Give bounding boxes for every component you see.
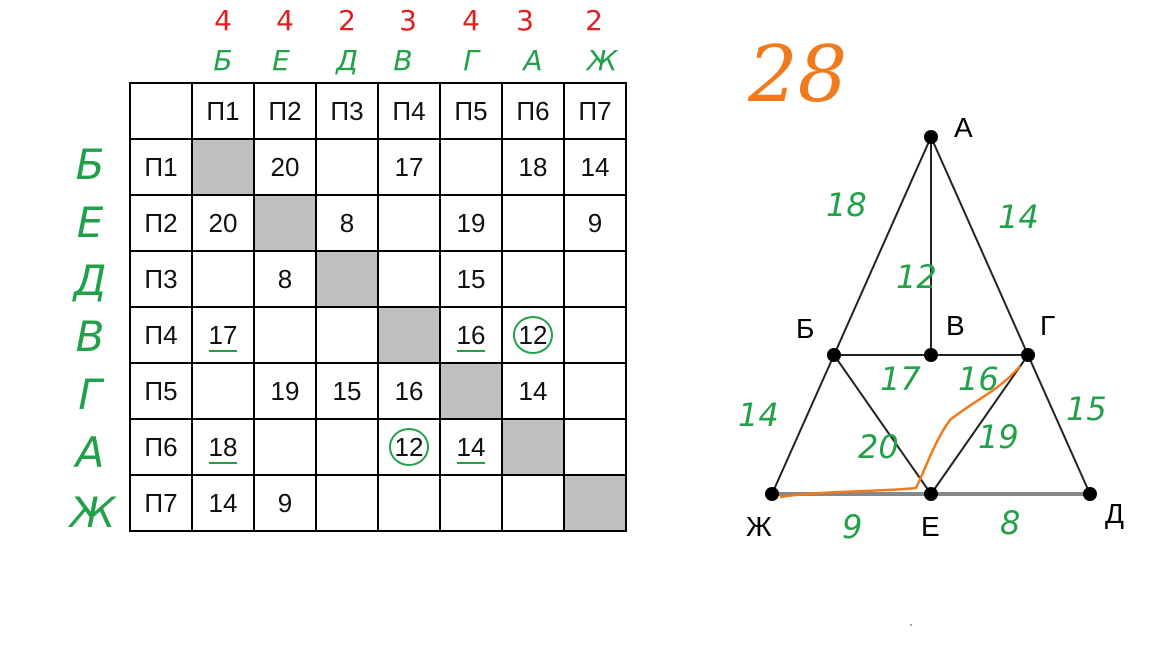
count-col-6: 3 bbox=[516, 4, 534, 37]
weight-g-d: 15 bbox=[1066, 390, 1107, 428]
table-cell: 20 bbox=[192, 195, 254, 251]
circled-value: 12 bbox=[389, 428, 430, 466]
node-g bbox=[1021, 348, 1035, 362]
row-header: П4 bbox=[130, 307, 192, 363]
weight-a-b: 18 bbox=[826, 186, 867, 224]
vertex-label-e: Е bbox=[921, 511, 940, 542]
vertex-label-b: Б bbox=[796, 313, 815, 344]
circled-value: 12 bbox=[513, 316, 554, 354]
col-header: П7 bbox=[564, 83, 626, 139]
vertex-label-d: Д bbox=[1105, 498, 1124, 529]
table-cell: 9 bbox=[564, 195, 626, 251]
weight-zh-e: 9 bbox=[842, 508, 863, 546]
vertex-label-g: Г bbox=[1040, 310, 1056, 341]
weight-g-e: 19 bbox=[978, 418, 1019, 456]
letter-col-7: Ж bbox=[587, 44, 618, 77]
side-letter-row-6: А bbox=[75, 428, 105, 477]
row-header: П5 bbox=[130, 363, 192, 419]
table-cell: 15 bbox=[440, 251, 502, 307]
side-letter-row-7: Ж bbox=[70, 488, 116, 537]
side-letter-row-3: Д bbox=[73, 256, 107, 305]
side-letter-row-1: Б bbox=[75, 140, 105, 189]
table-cell: 14 bbox=[502, 363, 564, 419]
row-header: П3 bbox=[130, 251, 192, 307]
weight-v-g: 16 bbox=[958, 360, 999, 398]
col-header: П1 bbox=[192, 83, 254, 139]
count-col-7: 2 bbox=[585, 4, 603, 37]
underlined-value: 16 bbox=[456, 319, 486, 350]
col-header: П4 bbox=[378, 83, 440, 139]
table-cell: 9 bbox=[254, 475, 316, 531]
row-header: П6 bbox=[130, 419, 192, 475]
letter-col-4: В bbox=[393, 44, 413, 77]
stray-dot bbox=[910, 624, 912, 626]
node-b bbox=[827, 348, 841, 362]
table-cell: 17 bbox=[378, 139, 440, 195]
underlined-value: 14 bbox=[456, 431, 486, 462]
answer-annotation: 28 bbox=[748, 30, 848, 120]
table-cell: 14 bbox=[192, 475, 254, 531]
node-zh bbox=[765, 487, 779, 501]
weight-b-e: 20 bbox=[858, 428, 899, 466]
table-cell: 8 bbox=[254, 251, 316, 307]
table-cell: 15 bbox=[316, 363, 378, 419]
col-header: П6 bbox=[502, 83, 564, 139]
count-col-2: 4 bbox=[276, 4, 294, 37]
table-cell: 19 bbox=[254, 363, 316, 419]
edge-a-b bbox=[834, 137, 931, 355]
table-cell: 8 bbox=[316, 195, 378, 251]
count-col-4: 3 bbox=[399, 4, 417, 37]
count-col-5: 4 bbox=[462, 4, 480, 37]
node-d bbox=[1083, 487, 1097, 501]
underlined-value: 17 bbox=[208, 319, 238, 350]
vertex-label-zh: Ж bbox=[746, 511, 772, 542]
table-cell: 14 bbox=[564, 139, 626, 195]
weight-b-zh: 14 bbox=[738, 396, 779, 434]
side-letter-row-5: Г bbox=[78, 370, 102, 419]
row-header: П1 bbox=[130, 139, 192, 195]
letter-col-6: А bbox=[523, 44, 543, 77]
col-header: П3 bbox=[316, 83, 378, 139]
table-cell: 20 bbox=[254, 139, 316, 195]
weight-b-v: 17 bbox=[880, 360, 921, 398]
node-a bbox=[924, 130, 938, 144]
underlined-value: 18 bbox=[208, 431, 238, 462]
row-header: П2 bbox=[130, 195, 192, 251]
edge-b-zh bbox=[772, 355, 834, 494]
weight-e-d: 8 bbox=[1000, 504, 1021, 542]
letter-col-3: Д bbox=[336, 44, 358, 77]
vertex-label-v: В bbox=[946, 310, 965, 341]
table-cell: 19 bbox=[440, 195, 502, 251]
weight-a-g: 14 bbox=[998, 198, 1039, 236]
letter-col-2: Е bbox=[272, 44, 290, 77]
col-header: П5 bbox=[440, 83, 502, 139]
vertex-label-a: А bbox=[954, 112, 973, 143]
letter-col-5: Г bbox=[463, 44, 479, 77]
side-letter-row-4: В bbox=[75, 312, 105, 361]
letter-col-1: Б bbox=[213, 44, 233, 77]
count-col-1: 4 bbox=[214, 4, 232, 37]
table-cell: 18 bbox=[502, 139, 564, 195]
table-cell: 16 bbox=[378, 363, 440, 419]
node-v bbox=[924, 348, 938, 362]
count-col-3: 2 bbox=[338, 4, 356, 37]
weight-a-v: 12 bbox=[896, 258, 937, 296]
row-header: П7 bbox=[130, 475, 192, 531]
col-header: П2 bbox=[254, 83, 316, 139]
side-letter-row-2: Е bbox=[76, 198, 104, 247]
node-e bbox=[924, 487, 938, 501]
